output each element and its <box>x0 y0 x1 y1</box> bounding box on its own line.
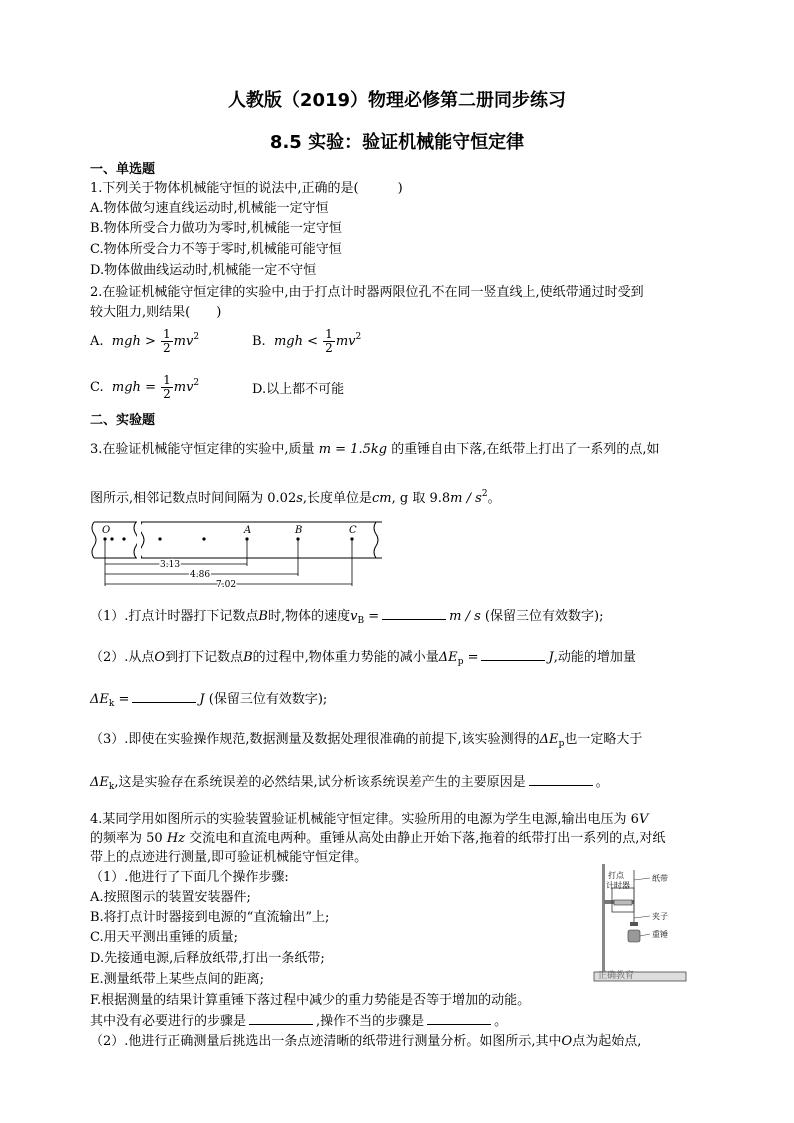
q4-line12: （2）.他进行正确测量后挑选出一条点迹清晰的纸带进行测量分析。如图所示,其中O点为起始点, <box>90 1034 642 1049</box>
tape-distance-oc: 7.02 <box>216 580 237 588</box>
section-heading-experiment: 二、实验题 <box>90 413 156 428</box>
q3-mass: m = 1.5kg <box>318 442 388 457</box>
q4-step-b: B.将打点计时器接到电源的“直流输出”上; <box>90 910 330 925</box>
q1-option-d: D.物体做曲线运动时,机械能一定不守恒 <box>90 263 317 278</box>
q4-step-d: D.先接通电源,后释放纸带,打出一条纸带; <box>90 951 325 966</box>
document-title: 人教版（2019）物理必修第二册同步练习 <box>227 90 567 111</box>
tape-dot <box>110 537 113 540</box>
q3-part3-line1: （3）.即使在实验操作规范,数据测量及数据处理很准确的前提下,该实验测得的$\Delta E_p$也一定略大于 <box>90 732 643 749</box>
answer-blank[interactable] <box>382 607 446 620</box>
tape-label-c: C <box>349 525 357 536</box>
q3-stem-line2: 图所示,相邻记数点时间间隔为 0.02s,长度单位是cm, g 取 $9.8m / s^2$。 <box>90 489 501 506</box>
q2-option-a: A. mgh > $\frac{1}{2}$ $mv^2$ <box>90 327 200 355</box>
tape-dot <box>158 537 161 540</box>
q4-step-f: F.根据测量的结果计算重锤下落过程中减少的重力势能是否等于增加的动能。 <box>90 993 531 1008</box>
q4-step-a: A.按照图示的装置安装器件; <box>90 890 251 905</box>
apparatus-label-tape: 纸带 <box>652 874 668 883</box>
q3-part3-line2: $\Delta E_k$,这是实验存在系统误差的必然结果,试分析该系统误差产生的主要原因是 。 <box>90 775 609 792</box>
q2-a-mv: mv <box>173 334 194 349</box>
apparatus-figure <box>590 860 690 986</box>
q2-option-c: C. mgh = $\frac{1}{2}$ $mv^2$ <box>90 373 200 401</box>
q2-b-mgh: mgh <box>273 334 303 349</box>
q4-line4: （1）.他进行了下面几个操作步骤: <box>90 870 289 885</box>
q2-c-mgh: mgh <box>111 380 141 395</box>
q2-option-b: B. mgh < $\frac{1}{2}$ $mv^2$ <box>252 327 362 355</box>
q2-option-a-label: A. <box>90 334 104 349</box>
answer-blank[interactable] <box>481 648 545 661</box>
q2-a-fraction: $\frac{1}{2}$ <box>163 327 171 355</box>
q2-a-sign: > <box>144 334 156 349</box>
tape-distance-ob: 4.86 <box>190 570 211 580</box>
section-heading-single-choice: 一、单选题 <box>90 162 156 177</box>
q2-c-fraction: $\frac{1}{2}$ <box>163 373 171 401</box>
tape-dot <box>202 537 205 540</box>
apparatus-watermark: 正确教育 <box>598 971 635 981</box>
q2-option-b-label: B. <box>252 334 266 349</box>
q3-part2-line1: （2）.从点O到打下记数点B的过程中,物体重力势能的减小量$\Delta E_p = J$,动能的增加量 <box>90 650 636 667</box>
answer-blank[interactable] <box>529 773 593 786</box>
apparatus-label-dadian: 打点 <box>608 871 624 880</box>
q2-c-sign: = <box>145 380 156 395</box>
apparatus-label-timer: 计时器 <box>606 881 630 890</box>
q1-option-b: B.物体所受合力做功为零时,机械能一定守恒 <box>90 221 342 236</box>
q4-step-c: C.用天平测出重锤的质量; <box>90 930 238 945</box>
q3-part2-line2: $\Delta E_k = J$ (保留三位有效数字); <box>90 692 328 709</box>
tape-dot <box>122 537 125 540</box>
q2-stem-line1: 2.在验证机械能守恒定律的实验中,由于打点计时器两限位孔不在同一竖直线上,使纸带通过时受到 <box>90 285 644 300</box>
q4-line3: 带上的点迹进行测量,即可验证机械能守恒定律。 <box>90 850 368 865</box>
q2-c-mv: mv <box>173 380 194 395</box>
q1-option-a: A.物体做匀速直线运动时,机械能一定守恒 <box>90 201 329 216</box>
document-subtitle: 8.5 实验：验证机械能守恒定律 <box>269 132 525 153</box>
q1-stem: 1.下列关于物体机械能守恒的说法中,正确的是( ) <box>90 181 403 196</box>
q4-line2: 的频率为 50 Hz 交流电和直流电两种。重锤从高处由静止开始下落,拖着的纸带打出一系列的点,对纸 <box>90 831 666 846</box>
tape-label-o: O <box>102 525 111 536</box>
q4-line1: 4.某同学用如图所示的实验装置验证机械能守恒定律。实验所用的电源为学生电源,输出电压为 6V <box>90 812 649 827</box>
tape-distance-oa: 3.13 <box>160 560 181 570</box>
answer-blank[interactable] <box>427 1012 491 1025</box>
apparatus-label-weight: 重锤 <box>652 930 668 939</box>
q2-b-mv: mv <box>335 334 356 349</box>
answer-blank[interactable] <box>249 1012 313 1025</box>
q2-option-c-label: C. <box>90 380 104 395</box>
q2-b-sign: < <box>307 334 319 349</box>
paper-tape-figure <box>90 516 390 588</box>
q3-part1: （1）.打点计时器打下记数点B时,物体的速度$v_B = m / s$ (保留三位有效数字); <box>90 609 604 626</box>
q1-option-c: C.物体所受合力不等于零时,机械能可能守恒 <box>90 242 342 257</box>
q3-stem-line1: 3.在验证机械能守恒定律的实验中,质量 m = 1.5kg 的重锤自由下落,在纸带上打出了一系列的点,如 <box>90 442 660 457</box>
q2-stem-line2: 较大阻力,则结果( ) <box>90 305 222 320</box>
q4-step-e: E.测量纸带上某些点间的距离; <box>90 972 265 987</box>
q2-option-d: D.以上都不可能 <box>252 382 345 397</box>
tape-label-b: B <box>295 525 303 536</box>
q4-line11: 其中没有必要进行的步骤是 ,操作不当的步骤是 。 <box>90 1014 508 1029</box>
answer-blank[interactable] <box>132 690 196 703</box>
q2-a-mgh: mgh <box>111 334 141 349</box>
tape-label-a: A <box>244 525 252 536</box>
apparatus-label-clip: 夹子 <box>652 912 668 921</box>
q2-b-fraction: $\frac{1}{2}$ <box>325 327 333 355</box>
